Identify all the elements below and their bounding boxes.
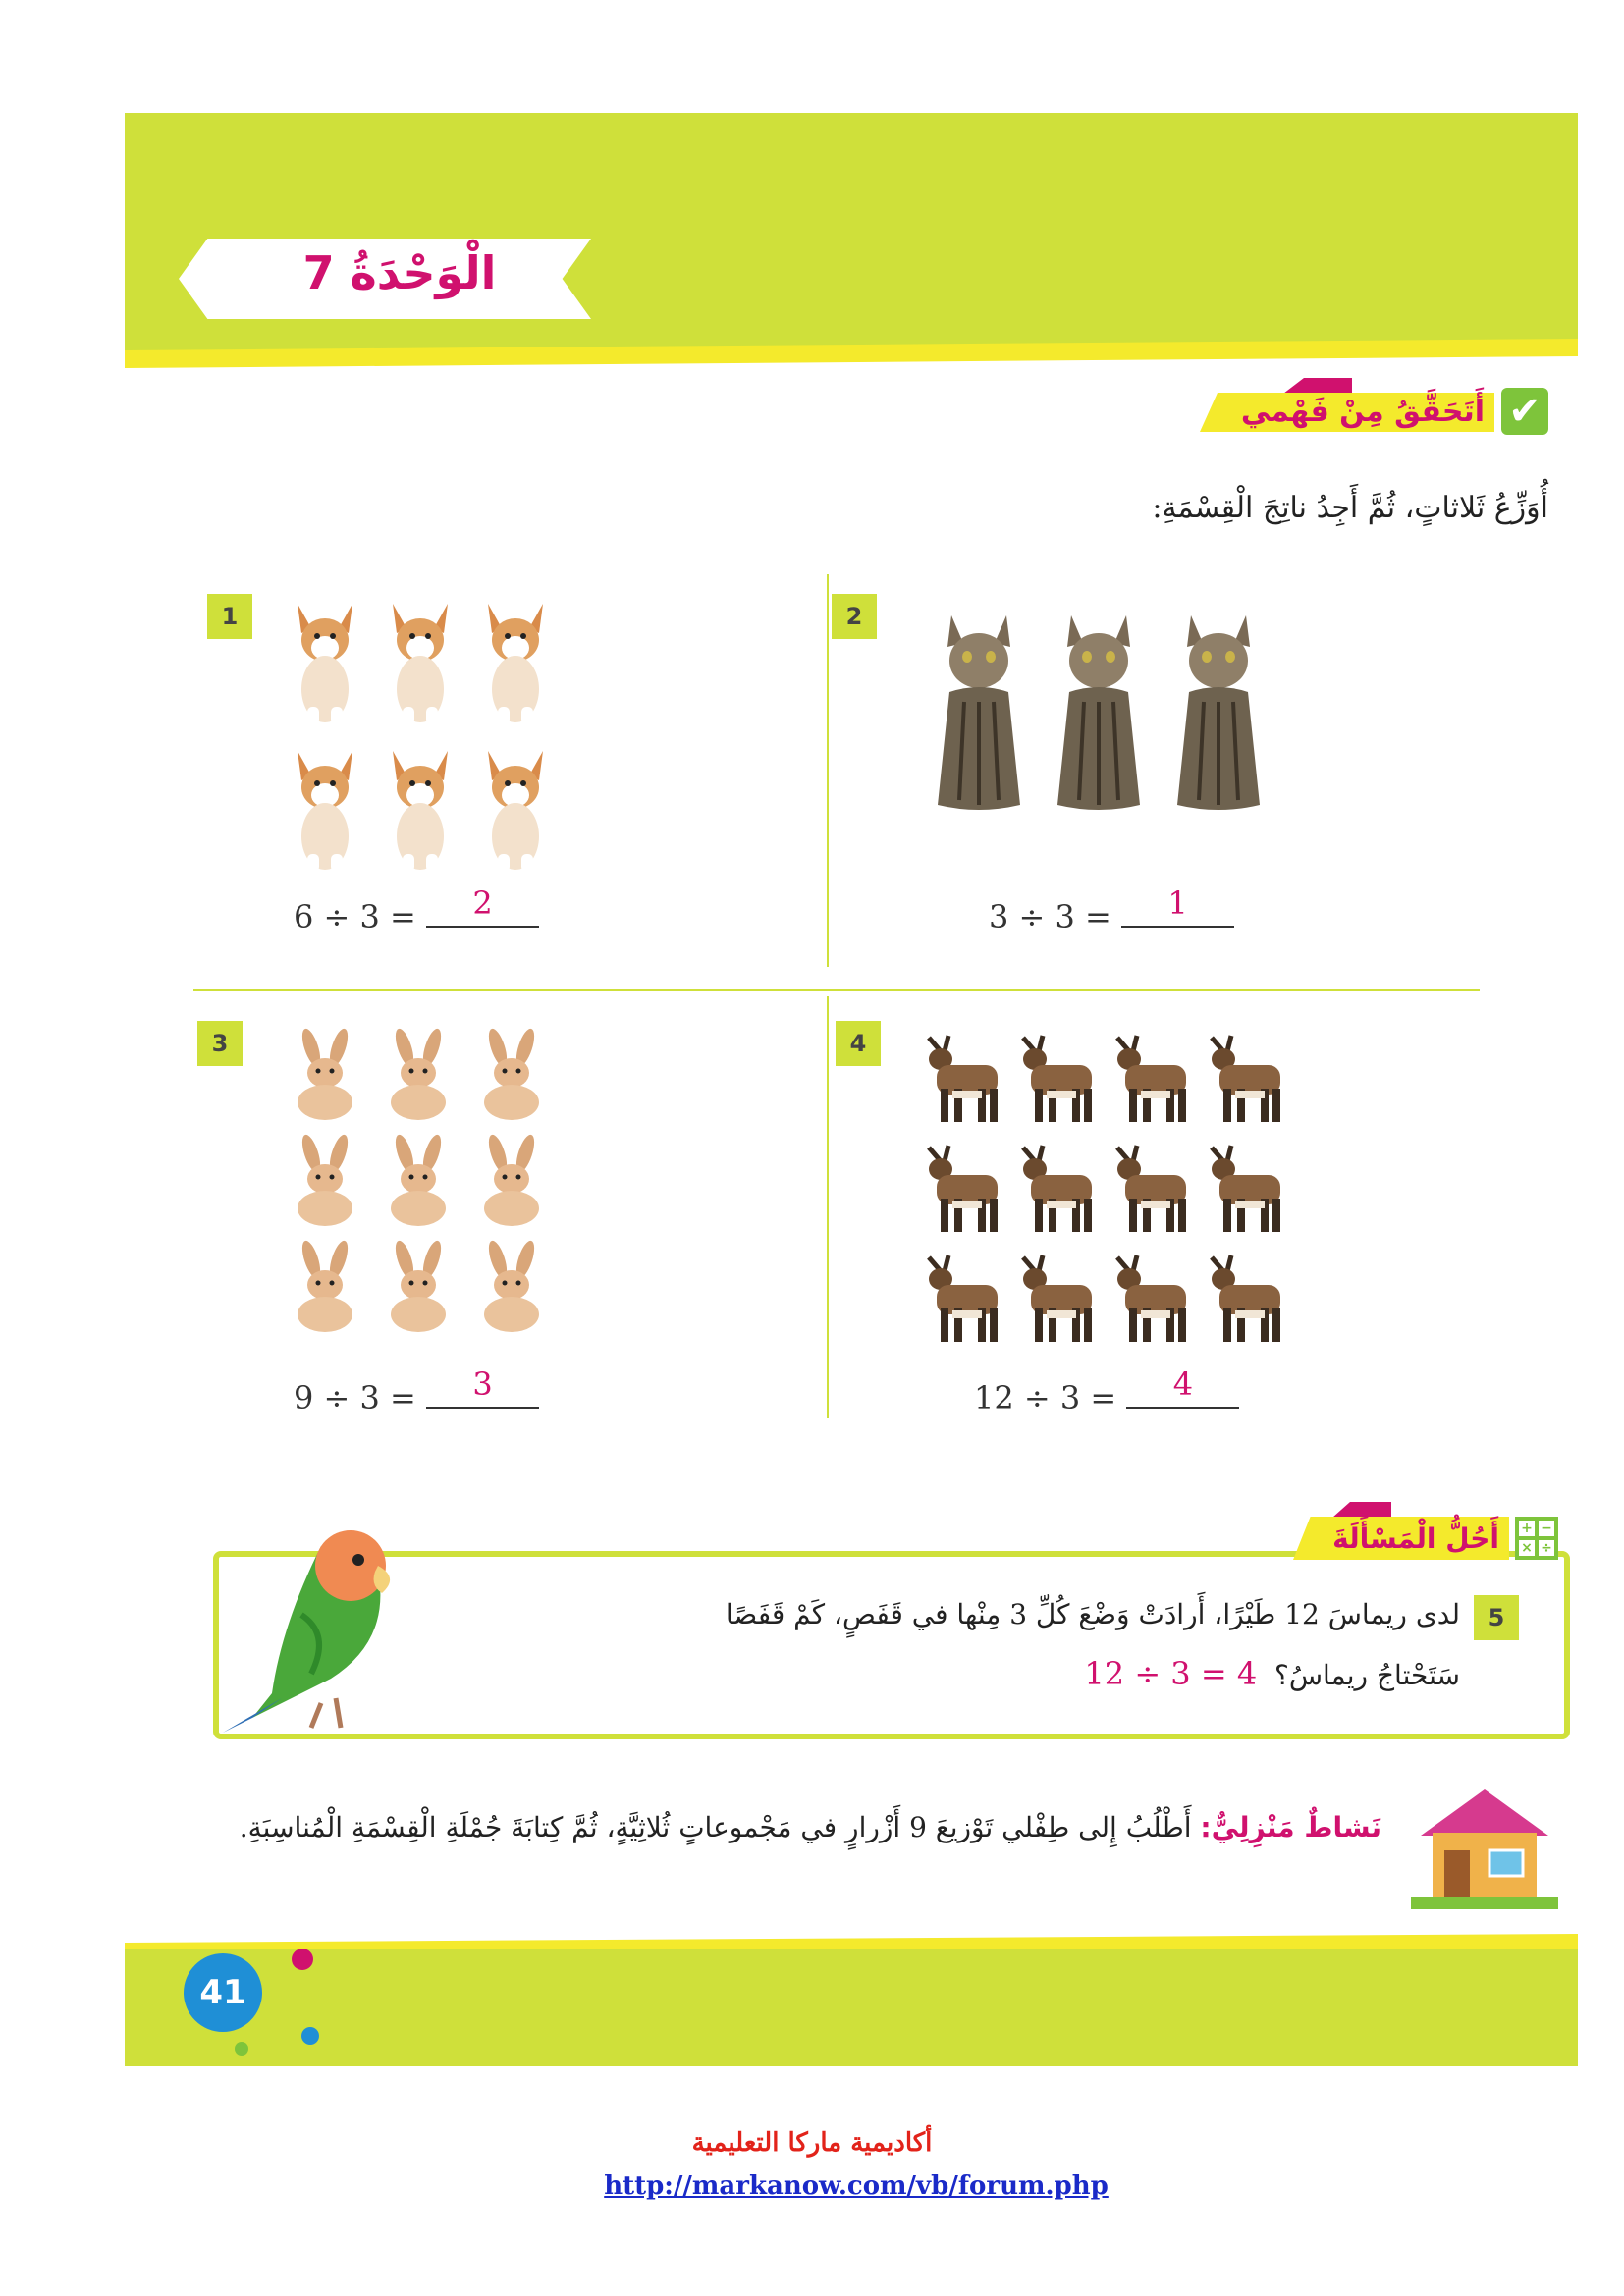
cat-icon: [925, 594, 1033, 829]
answer-field[interactable]: 3: [426, 1365, 539, 1409]
problem-question: سَتَحْتاجُ ريماسُ؟: [1273, 1659, 1460, 1691]
checkmark-icon: ✔: [1501, 388, 1548, 435]
equation-text: 6 ÷ 3 =: [294, 898, 416, 935]
parrot-icon: [213, 1507, 439, 1733]
rabbit-grid: [282, 1026, 554, 1336]
goat-icon: [920, 1026, 1006, 1128]
equation-3: [294, 1365, 539, 1422]
divider-vertical-bottom: [827, 996, 829, 1418]
dog-icon: [472, 741, 558, 879]
exercise-number-4: 4: [836, 1021, 881, 1066]
cat-grid: [925, 594, 1272, 829]
goat-icon: [1014, 1026, 1101, 1128]
answer-field[interactable]: 1: [1121, 884, 1234, 928]
exercise-number-5: 5: [1474, 1595, 1519, 1640]
equation-text: 9 ÷ 3 =: [294, 1379, 416, 1416]
rabbit-icon: [282, 1132, 367, 1230]
goat-icon: [1109, 1136, 1195, 1238]
rabbit-icon: [282, 1026, 367, 1124]
problem-line-2: [576, 1644, 1460, 1705]
dog-icon: [472, 594, 558, 731]
cat-icon: [1164, 594, 1272, 829]
equation-1: [294, 884, 539, 941]
rabbit-icon: [468, 1026, 554, 1124]
goat-grid: [920, 1026, 1289, 1348]
exercise-number-3: 3: [197, 1021, 243, 1066]
rabbit-icon: [282, 1238, 367, 1336]
decor-dot: [235, 2042, 248, 2056]
rabbit-icon: [375, 1026, 460, 1124]
goat-icon: [1109, 1026, 1195, 1128]
problem-line-1: لدى ريماسَ 12 طَيْرًا، أَرادَتْ وَضْعَ كُلِّ 3 مِنْها في قَفَصٍ، كَمْ قَفَصًا: [725, 1598, 1460, 1630]
rabbit-icon: [468, 1132, 554, 1230]
equation-2: [989, 884, 1234, 941]
section-title-check: أَتَحَقَّقُ مِنْ فَهْمي: [1240, 395, 1485, 429]
goat-icon: [1109, 1246, 1195, 1348]
goat-icon: [1014, 1246, 1101, 1348]
dog-grid: [282, 594, 558, 879]
equation-text: 3 ÷ 3 =: [989, 898, 1111, 935]
goat-icon: [920, 1246, 1006, 1348]
exercise-number-2: 2: [832, 594, 877, 639]
dog-icon: [377, 594, 462, 731]
problem-text: [576, 1585, 1460, 1705]
home-activity-text: [154, 1796, 1381, 1859]
decor-dot: [292, 1949, 313, 1970]
textbook-page: [125, 113, 1578, 2066]
problem-answer[interactable]: 12 ÷ 3 = 4: [1084, 1655, 1258, 1692]
goat-icon: [1014, 1136, 1101, 1238]
dog-icon: [282, 741, 367, 879]
rabbit-icon: [375, 1238, 460, 1336]
credit-name: أكاديمية ماركا التعليمية: [691, 2128, 933, 2158]
divider-horizontal: [193, 989, 1480, 991]
section-title-problem: أَحُلُّ الْمَسْأَلَةَ: [1332, 1522, 1499, 1555]
house-icon: [1411, 1782, 1558, 1909]
goat-icon: [1203, 1136, 1289, 1238]
operations-icon: + − × ÷: [1515, 1517, 1558, 1560]
page-number: 41: [184, 1953, 262, 2032]
cat-icon: [1045, 594, 1153, 829]
goat-icon: [1203, 1246, 1289, 1348]
rabbit-icon: [468, 1238, 554, 1336]
section-tag: [1283, 378, 1352, 394]
unit-title: الْوَحْدَةُ 7: [302, 246, 497, 299]
footer-band: [125, 1949, 1578, 2066]
home-activity-label: نَشاطٌ مَنْزِلِيٌّ:: [1200, 1811, 1381, 1843]
section-tag: [1332, 1502, 1391, 1518]
equation-4: [974, 1365, 1239, 1422]
goat-icon: [1203, 1026, 1289, 1128]
divider-vertical-top: [827, 574, 829, 967]
answer-field[interactable]: 4: [1126, 1365, 1239, 1409]
home-activity-body: أَطْلُبُ إِلى طِفْلي تَوْزيعَ 9 أَزْرارٍ في مَجْموعاتٍ ثُلاثِيَّةٍ، ثُمَّ كِتابَةَ جُمْلَةِ الْقِسْمَةِ الْمُناسِبَةِ.: [239, 1811, 1192, 1843]
decor-dot: [301, 2027, 319, 2045]
goat-icon: [920, 1136, 1006, 1238]
credit-link[interactable]: http://markanow.com/vb/forum.php: [604, 2171, 1109, 2201]
equation-text: 12 ÷ 3 =: [974, 1379, 1117, 1416]
rabbit-icon: [375, 1132, 460, 1230]
dog-icon: [377, 741, 462, 879]
dog-icon: [282, 594, 367, 731]
exercise-number-1: 1: [207, 594, 252, 639]
answer-field[interactable]: 2: [426, 884, 539, 928]
instruction-text: أُوَزِّعُ ثَلاثاتٍ، ثُمَّ أَجِدُ ناتِجَ الْقِسْمَةِ:: [1152, 491, 1548, 525]
